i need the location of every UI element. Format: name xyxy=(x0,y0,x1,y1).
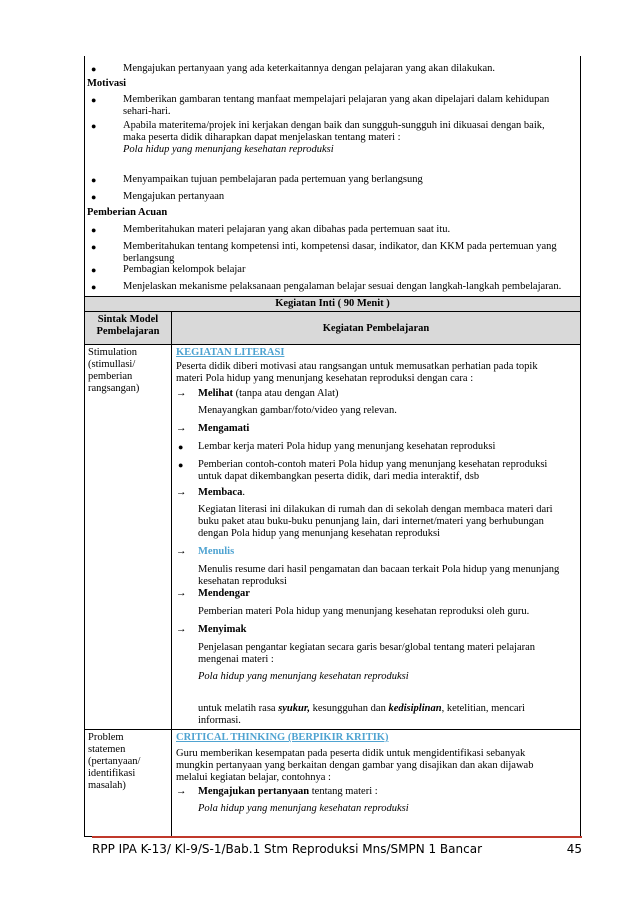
mendengar-desc: Pemberian materi Pola hidup yang menunjang kesehatan reproduksi oleh guru. xyxy=(198,606,530,617)
arrow-right-icon: → xyxy=(176,487,187,498)
arrow-right-icon: → xyxy=(176,388,187,399)
motivasi-item-1: Memberikan gambaran tentang manfaat mempelajari pelajaran yang akan dipelajari dalam kehidupan sehari-hari. xyxy=(123,94,550,117)
acuan-item-2: Memberitahukan tentang kompetensi inti, kompetensi dasar, indikator, dan KKM pada pertemuan yang berlangsung xyxy=(123,241,557,264)
kegiatan-inti-table xyxy=(84,296,581,837)
motivasi-heading: Motivasi xyxy=(87,78,127,89)
bullet-icon: ● xyxy=(91,175,97,185)
critical-thinking-cell xyxy=(172,730,581,837)
bullet-icon: ● xyxy=(91,64,97,74)
melihat-desc: Menayangkan gambar/foto/video yang relevan. xyxy=(198,405,397,416)
kegiatan-inti-header: Kegiatan Inti ( 90 Menit ) xyxy=(85,297,581,312)
mengajukan-pertanyaan-step: → Mengajukan pertanyaan tentang materi : xyxy=(176,786,378,797)
bullet-icon: ● xyxy=(91,192,97,202)
mengamati-item-2: ● Pemberian contoh-contoh materi Pola hidup yang menunjang kesehatan reproduksi untuk dapat dikembangkan peserta didik, dari media interaktif, dsb xyxy=(178,459,548,482)
acuan-item-1: Memberitahukan materi pelajaran yang akan dibahas pada pertemuan saat itu. xyxy=(123,224,451,235)
bullet-icon: ● xyxy=(91,121,97,131)
bullet-icon: ● xyxy=(178,460,184,470)
melihat-step: → Melihat (tanpa atau dengan Alat) xyxy=(176,388,339,399)
literasi-closing: untuk melatih rasa syukur, kesungguhan dan kedisiplinan, ketelitian, mencari informasi. xyxy=(198,703,525,726)
footer-divider xyxy=(92,836,582,838)
mengamati-item-1: ● Lembar kerja materi Pola hidup yang menunjang kesehatan reproduksi xyxy=(178,441,496,452)
footer-document-label: RPP IPA K-13/ Kl-9/S-1/Bab.1 Stm Reproduksi Mns/SMPN 1 Bancar xyxy=(92,842,483,856)
critical-thinking-title: CRITICAL THINKING (BERPIKIR KRITIK) xyxy=(176,732,389,743)
sintak-problem-statement: Problem statemen (pertanyaan/ identifikasi masalah) xyxy=(85,730,172,837)
apersepsi-item: Mengajukan pertanyaan yang ada keterkaitannya dengan pelajaran yang akan dilakukan. xyxy=(123,63,496,74)
opening-activities-box xyxy=(84,56,581,296)
menulis-desc: Menulis resume dari hasil pengamatan dan bacaan terkait Pola hidup yang menunjang kesehatan reproduksi xyxy=(198,564,560,587)
arrow-right-icon: → xyxy=(176,546,187,557)
critical-thinking-intro: Guru memberikan kesempatan pada peserta didik untuk mengidentifikasi sebanyak mungkin pertanyaan yang berkaitan dengan gambar yang disajikan dan akan dijawab melalui kegiatan belajar, contohnya : xyxy=(176,748,534,783)
bullet-icon: ● xyxy=(91,95,97,105)
column-header-sintak: Sintak Model Pembelajaran xyxy=(85,312,172,345)
mendengar-step: → Mendengar xyxy=(176,588,250,599)
membaca-desc: Kegiatan literasi ini dilakukan di rumah dan di sekolah dengan membaca materi dari buku paket atau buku-buku penunjang lain, dari internet/materi yang berhubungan dengan Pola hidup yang menunjang kesehatan reproduksi xyxy=(198,504,553,539)
acuan-heading: Pemberian Acuan xyxy=(87,207,168,218)
pertanyaan-topic: Pola hidup yang menunjang kesehatan reproduksi xyxy=(198,803,409,814)
menyimak-step: → Menyimak xyxy=(176,624,247,635)
page-footer xyxy=(92,841,582,857)
literasi-title: KEGIATAN LITERASI xyxy=(176,347,285,358)
bullet-icon: ● xyxy=(91,265,97,275)
motivasi-item-4: Mengajukan pertanyaan xyxy=(123,191,225,202)
column-header-kegiatan: Kegiatan Pembelajaran xyxy=(172,312,581,345)
sintak-stimulation: Stimulation (stimullasi/ pemberian rangsangan) xyxy=(85,345,172,730)
bullet-icon: ● xyxy=(91,242,97,252)
menulis-step: → Menulis xyxy=(176,546,235,557)
motivasi-item-2: Apabila materitema/projek ini kerjakan dengan baik dan sungguh-sungguh ini dikuasai dengan baik, maka peserta didik diharapkan dapat menjelaskan tentang materi : Pola hidup yang menunjang kesehatan reproduksi xyxy=(123,120,545,155)
mengamati-step: → Mengamati xyxy=(176,423,250,434)
kegiatan-literasi-cell xyxy=(172,345,581,730)
bullet-icon: ● xyxy=(91,225,97,235)
literasi-intro: Peserta didik diberi motivasi atau rangsangan untuk memusatkan perhatian pada topik materi Pola hidup yang menunjang kesehatan reproduksi dengan cara : xyxy=(176,361,538,384)
arrow-right-icon: → xyxy=(176,588,187,599)
acuan-item-3: Pembagian kelompok belajar xyxy=(123,264,246,275)
motivasi-item-3: Menyampaikan tujuan pembelajaran pada pertemuan yang berlangsung xyxy=(123,174,423,185)
page-content xyxy=(84,56,581,830)
page-number: 45 xyxy=(566,842,582,856)
bullet-icon: ● xyxy=(91,282,97,292)
arrow-right-icon: → xyxy=(176,423,187,434)
membaca-step: → Membaca. xyxy=(176,487,245,498)
menyimak-topic: Pola hidup yang menunjang kesehatan reproduksi xyxy=(198,671,409,682)
menyimak-desc: Penjelasan pengantar kegiatan secara garis besar/global tentang materi pelajaran mengenai materi : xyxy=(198,642,536,665)
bullet-icon: ● xyxy=(178,442,184,452)
arrow-right-icon: → xyxy=(176,624,187,635)
arrow-right-icon: → xyxy=(176,786,187,797)
acuan-item-4: Menjelaskan mekanisme pelaksanaan pengalaman belajar sesuai dengan langkah-langkah pembelajaran. xyxy=(123,281,562,292)
